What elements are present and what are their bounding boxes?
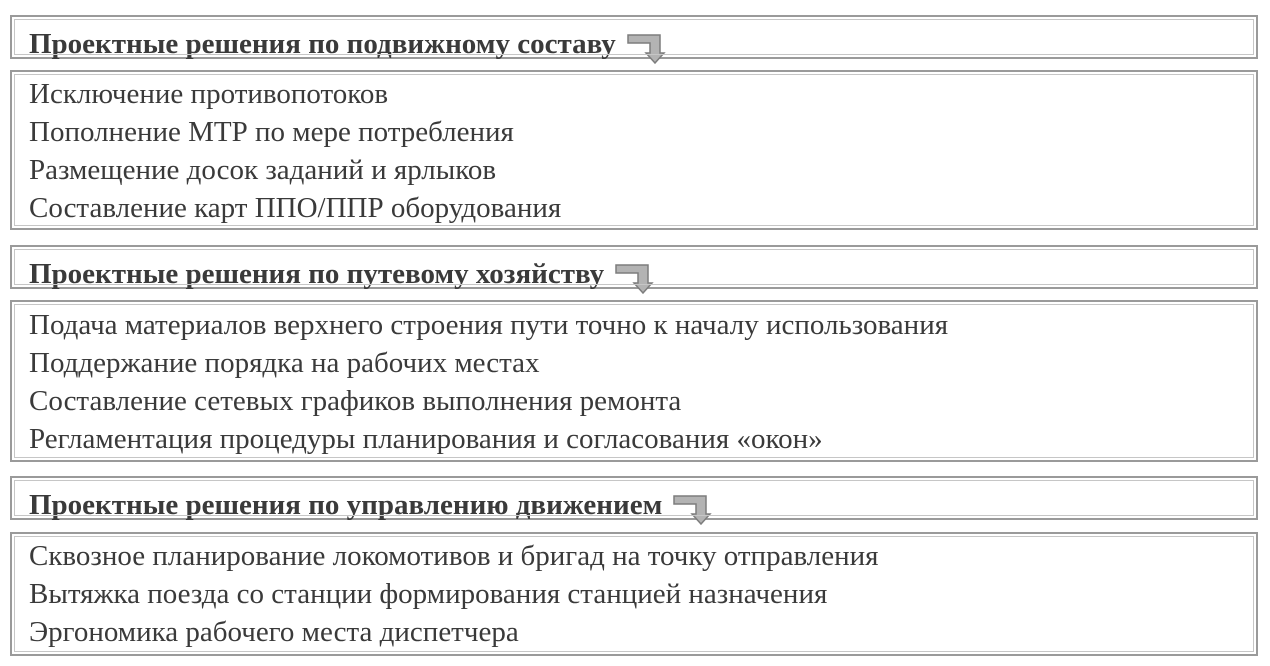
list-item: Эргономика рабочего места диспетчера [29, 616, 519, 648]
list-item: Пополнение МТР по мере потребления [29, 116, 514, 148]
list-item: Составление карт ППО/ППР оборудования [29, 192, 562, 224]
list-item: Поддержание порядка на рабочих местах [29, 347, 540, 379]
section-header-1 [10, 15, 1258, 59]
list-item: Регламентация процедуры планирования и согласования «окон» [29, 423, 823, 455]
section-header-2 [10, 245, 1258, 289]
section-header-3 [10, 476, 1258, 520]
list-item: Исключение противопотоков [29, 78, 389, 110]
bent-down-arrow-icon [614, 261, 654, 302]
bent-down-arrow-icon [626, 31, 666, 72]
section-title-3: Проектные решения по управлению движением [29, 488, 663, 521]
section-body-2 [10, 300, 1258, 462]
section-title-1: Проектные решения по подвижному составу [29, 27, 616, 60]
section-title-2: Проектные решения по путевому хозяйству [29, 257, 605, 290]
list-item: Сквозное планирование локомотивов и бригад на точку отправления [29, 540, 879, 572]
section-body-3 [10, 532, 1258, 656]
bent-down-arrow-icon [672, 492, 712, 533]
list-item: Составление сетевых графиков выполнения ремонта [29, 385, 682, 417]
section-body-1 [10, 70, 1258, 230]
list-item: Размещение досок заданий и ярлыков [29, 154, 497, 186]
list-item: Вытяжка поезда со станции формирования станцией назначения [29, 578, 828, 610]
list-item: Подача материалов верхнего строения пути точно к началу использования [29, 309, 949, 341]
